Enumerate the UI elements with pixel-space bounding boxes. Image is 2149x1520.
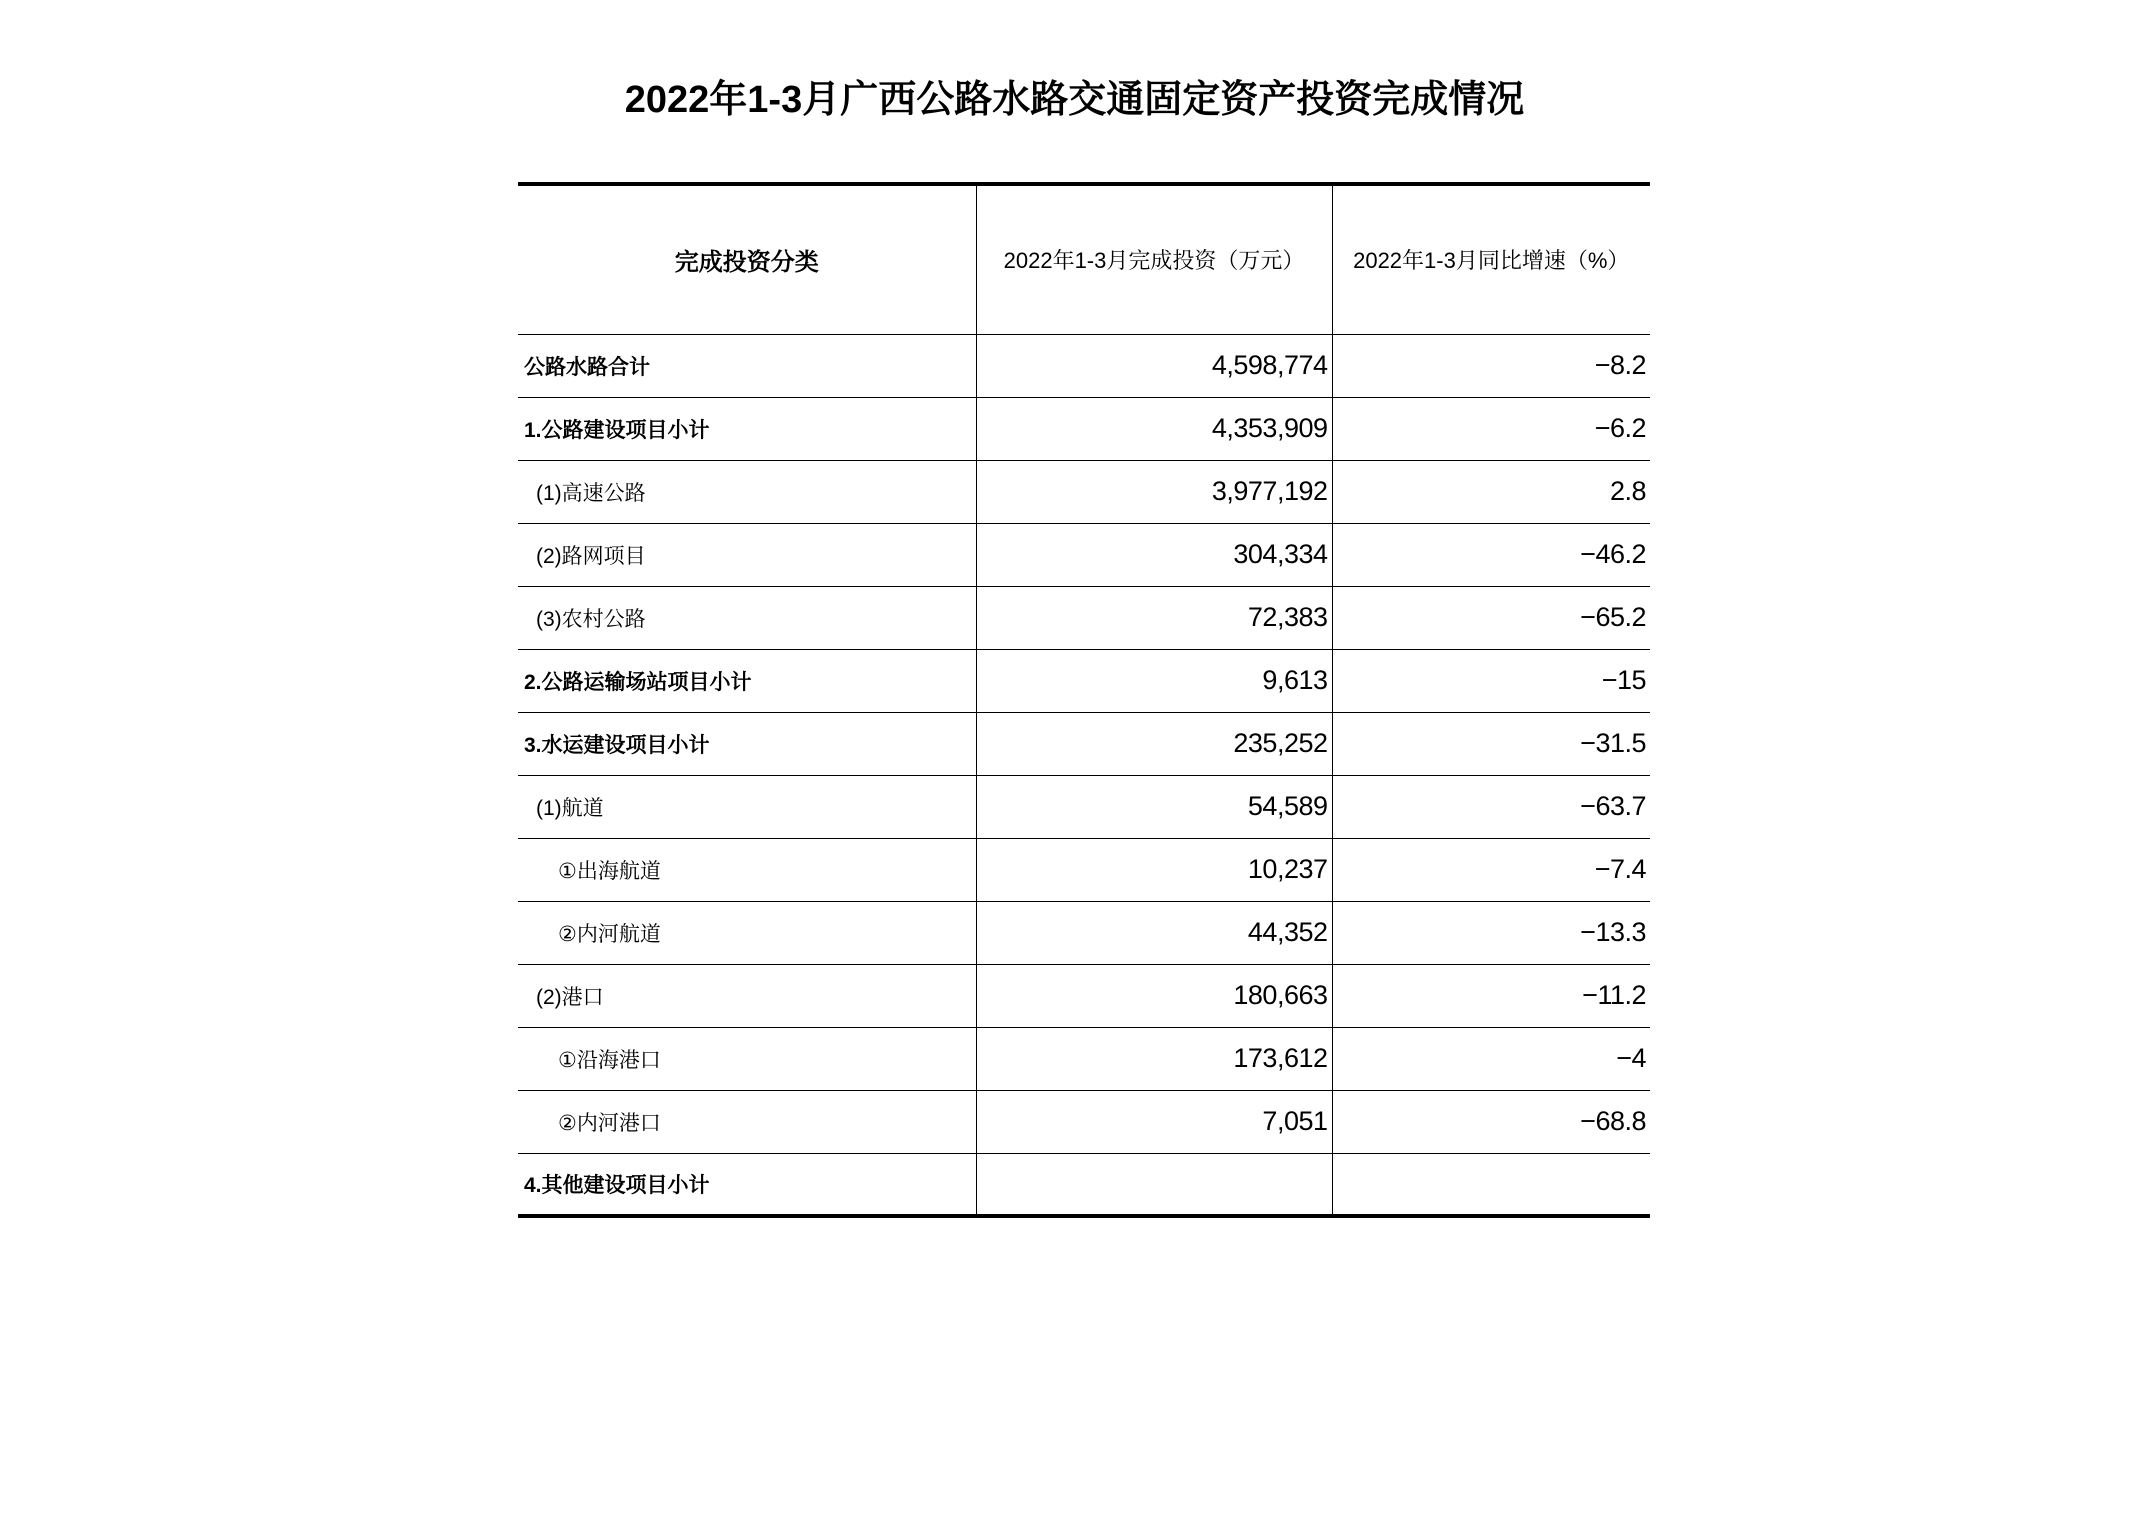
row-growth: −46.2 <box>1332 523 1650 586</box>
table-row <box>518 649 1650 712</box>
header-growth: 2022年1-3月同比增速（%） <box>1332 184 1650 334</box>
row-investment: 54,589 <box>976 775 1332 838</box>
row-investment: 72,383 <box>976 586 1332 649</box>
row-growth: −13.3 <box>1332 901 1650 964</box>
row-growth: −68.8 <box>1332 1090 1650 1153</box>
table-row <box>518 586 1650 649</box>
row-investment: 304,334 <box>976 523 1332 586</box>
table-row <box>518 397 1650 460</box>
row-growth: −6.2 <box>1332 397 1650 460</box>
row-investment: 4,353,909 <box>976 397 1332 460</box>
row-investment <box>976 1153 1332 1216</box>
row-growth: −7.4 <box>1332 838 1650 901</box>
row-growth: −8.2 <box>1332 334 1650 397</box>
table-row <box>518 712 1650 775</box>
row-investment: 3,977,192 <box>976 460 1332 523</box>
row-investment: 235,252 <box>976 712 1332 775</box>
row-investment: 173,612 <box>976 1027 1332 1090</box>
table-header-row <box>518 184 1650 334</box>
table-row <box>518 334 1650 397</box>
table-row <box>518 523 1650 586</box>
row-growth: −11.2 <box>1332 964 1650 1027</box>
row-investment: 4,598,774 <box>976 334 1332 397</box>
row-investment: 180,663 <box>976 964 1332 1027</box>
row-category: ①沿海港口 <box>518 1027 976 1090</box>
table-row <box>518 775 1650 838</box>
row-growth: −15 <box>1332 649 1650 712</box>
header-category: 完成投资分类 <box>518 184 976 334</box>
row-investment: 10,237 <box>976 838 1332 901</box>
row-category: 2.公路运输场站项目小计 <box>518 649 976 712</box>
row-growth <box>1332 1153 1650 1216</box>
row-growth: −31.5 <box>1332 712 1650 775</box>
row-category: 公路水路合计 <box>518 334 976 397</box>
row-growth: 2.8 <box>1332 460 1650 523</box>
row-investment: 9,613 <box>976 649 1332 712</box>
row-growth: −4 <box>1332 1027 1650 1090</box>
row-category: 1.公路建设项目小计 <box>518 397 976 460</box>
row-category: (2)港口 <box>518 964 976 1027</box>
row-category: (1)高速公路 <box>518 460 976 523</box>
row-category: (1)航道 <box>518 775 976 838</box>
row-growth: −65.2 <box>1332 586 1650 649</box>
table-row <box>518 1090 1650 1153</box>
table-row <box>518 901 1650 964</box>
row-investment: 44,352 <box>976 901 1332 964</box>
table-row <box>518 1027 1650 1090</box>
table-row <box>518 1153 1650 1216</box>
row-category: 4.其他建设项目小计 <box>524 1173 710 1197</box>
row-category: ①出海航道 <box>518 838 976 901</box>
row-growth: −63.7 <box>1332 775 1650 838</box>
row-category: ②内河航道 <box>518 901 976 964</box>
investment-table <box>518 182 1650 1218</box>
row-category: (3)农村公路 <box>518 586 976 649</box>
header-investment: 2022年1-3月完成投资（万元） <box>976 184 1332 334</box>
row-category: (2)路网项目 <box>518 523 976 586</box>
row-category: ②内河港口 <box>518 1090 976 1153</box>
table-row <box>518 460 1650 523</box>
table-row <box>518 838 1650 901</box>
row-investment: 7,051 <box>976 1090 1332 1153</box>
row-category: 3.水运建设项目小计 <box>518 712 976 775</box>
page-title: 2022年1-3月广西公路水路交通固定资产投资完成情况 <box>624 79 1525 121</box>
table-row <box>518 964 1650 1027</box>
